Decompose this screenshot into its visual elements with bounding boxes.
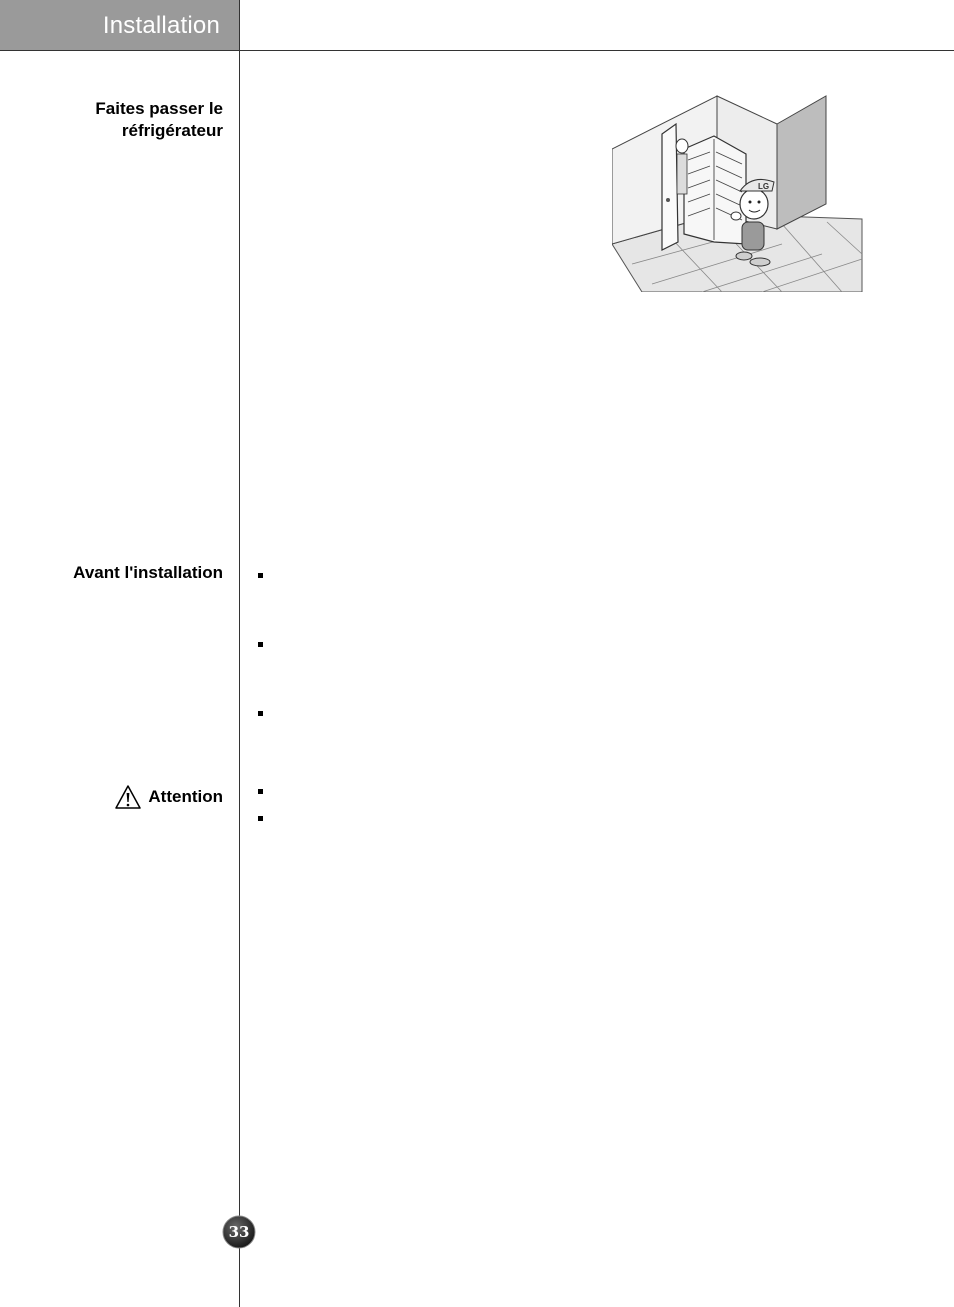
bullet-marker bbox=[258, 573, 263, 578]
header-rule bbox=[0, 50, 954, 51]
section-heading-moving-line2: réfrigérateur bbox=[121, 121, 223, 140]
section-heading-attention bbox=[114, 784, 223, 810]
bullet-marker bbox=[258, 789, 263, 794]
page-title: Installation bbox=[102, 12, 220, 39]
refrigerator-moving-illustration bbox=[612, 94, 864, 292]
section-heading-moving bbox=[95, 98, 223, 142]
bullet-marker bbox=[258, 816, 263, 821]
mascot-logo: LG bbox=[758, 182, 770, 191]
section-heading-before-install: Avant l'installation bbox=[73, 563, 223, 582]
section-heading-moving-line1: Faites passer le bbox=[95, 99, 223, 118]
page-number-badge bbox=[222, 1215, 256, 1249]
bullet-marker bbox=[258, 711, 263, 716]
warning-icon bbox=[114, 784, 142, 810]
section-heading-attention-label: Attention bbox=[148, 787, 223, 806]
page-number: 33 bbox=[228, 1223, 250, 1241]
header-tab bbox=[0, 0, 239, 50]
bullet-marker bbox=[258, 642, 263, 647]
column-divider bbox=[239, 0, 240, 1307]
